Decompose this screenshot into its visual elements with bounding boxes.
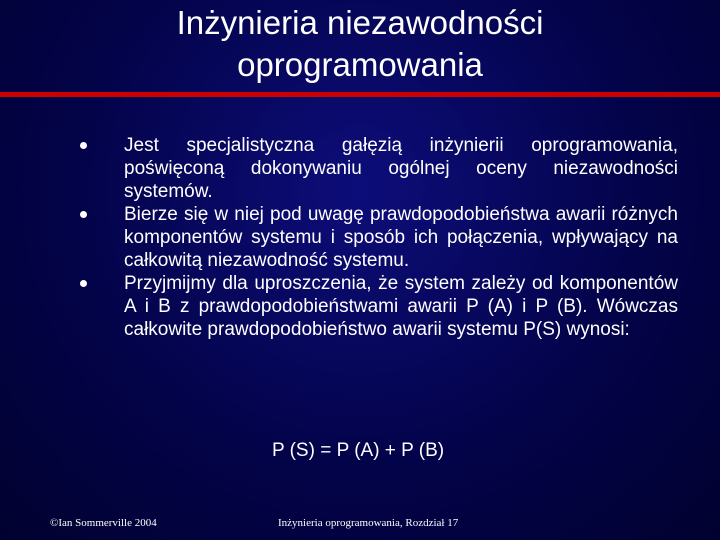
title-divider bbox=[0, 92, 720, 97]
bullet-text: Jest specjalistyczna gałęzią inżynierii oprogramowania, poświęconą dokonywaniu ogólnej oceny niezawodności systemów. bbox=[124, 135, 678, 202]
bullet-dot-icon bbox=[80, 142, 87, 149]
slide-title-line-2: oprogramowania bbox=[237, 46, 483, 83]
bullet-item bbox=[80, 203, 678, 272]
bullet-list bbox=[80, 134, 678, 341]
bullet-text: Przyjmijmy dla uproszczenia, że system zależy od komponentów A i B z prawdopodobieństwami awarii P (A) i P (B). Wówczas całkowite prawdopodobieństwo awarii systemu P(S) wynosi: bbox=[124, 273, 678, 340]
footer-copyright: ©Ian Sommerville 2004 bbox=[50, 517, 157, 529]
formula: P (S) = P (A) + P (B) bbox=[272, 440, 445, 461]
bullet-item bbox=[80, 272, 678, 341]
slide-title bbox=[0, 2, 720, 86]
bullet-dot-icon bbox=[80, 211, 87, 218]
bullet-item bbox=[80, 134, 678, 203]
footer-chapter: Inżynieria oprogramowania, Rozdział 17 bbox=[278, 517, 459, 529]
bullet-text: Bierze się w niej pod uwagę prawdopodobieństwa awarii różnych komponentów systemu i sposób ich połączenia, wpływający na całkowitą niezawodność systemu. bbox=[124, 204, 678, 271]
bullet-dot-icon bbox=[80, 280, 87, 287]
slide-title-line-1: Inżynieria niezawodności bbox=[176, 4, 544, 41]
